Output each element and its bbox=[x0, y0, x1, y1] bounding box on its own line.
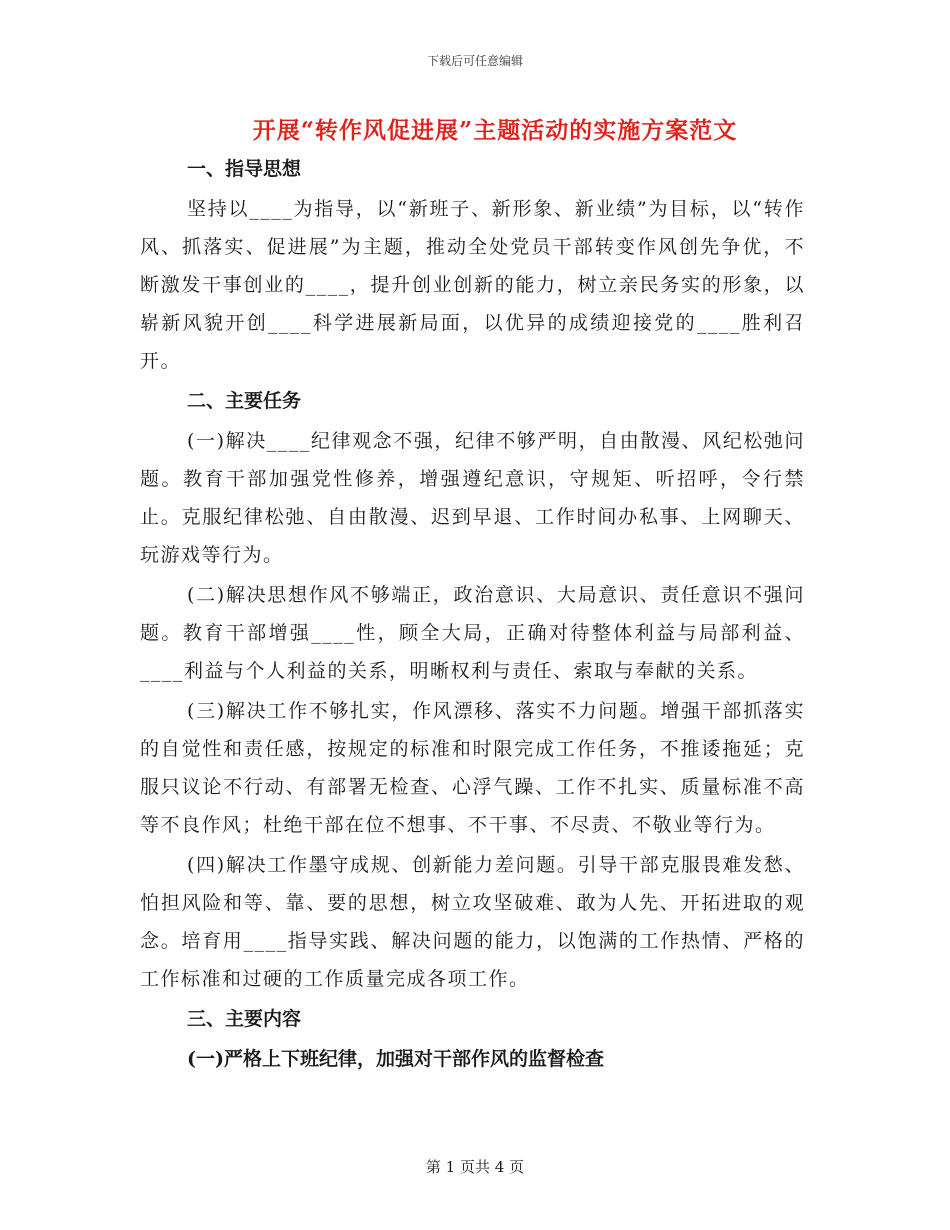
page-number-footer: 第 1 页共 4 页 bbox=[425, 1158, 525, 1176]
page-header-note: 下载后可任意编辑 bbox=[426, 54, 523, 68]
paragraph-task-4: (四)解决工作墨守成规、创新能力差问题。引导干部克服畏难发愁、怕担风险和等、靠、要的思想，树立攻坚破难、敢为人先、开拓进取的观念。培育用____指导实践、解决问题的能力，以饱满的工作热情、严格的工作标准和过硬的工作质量完成各项工作。 bbox=[140, 854, 805, 990]
document-title: 开展“转作风促进展”主题活动的实施方案范文 bbox=[252, 117, 738, 144]
paragraph-task-2: (二)解决思想作风不够端正，政治意识、大局意识、责任意识不强问题。教育干部增强____性，顾全大局，正确对待整体利益与局部利益、____利益与个人利益的关系，明晰权利与责任、索取与奉献的关系。 bbox=[140, 584, 805, 682]
paragraph-guiding-thought: 坚持以____为指导，以“新班子、新形象、新业绩”为目标，以“转作风、抓落实、促进展”为主题，推动全处党员干部转变作风创先争优，不断激发干事创业的____，提升创业创新的能力，树立亲民务实的形象，以崭新风貌开创____科学进展新局面，以优异的成绩迎接党的____胜利召开。 bbox=[140, 198, 805, 372]
section-heading-main-content: 三、主要内容 bbox=[187, 1008, 302, 1030]
document-body bbox=[140, 150, 805, 1080]
paragraph-task-3: (三)解决工作不够扎实，作风漂移、落实不力问题。增强干部抓落实的自觉性和责任感，按规定的标准和时限完成工作任务，不推诿拖延；克服只议论不行动、有部署无检查、心浮气躁、工作不扎实、质量标准不高等不良作风；杜绝干部在位不想事、不干事、不尽责、不敬业等行为。 bbox=[140, 700, 805, 836]
paragraph-task-1: (一)解决____纪律观念不强，纪律不够严明，自由散漫、风纪松弛问题。教育干部加强党性修养，增强遵纪意识，守规矩、听招呼，令行禁止。克服纪律松弛、自由散漫、迟到早退、工作时间办私事、上网聊天、玩游戏等行为。 bbox=[140, 430, 805, 566]
subsection-heading-work-discipline: (一)严格上下班纪律，加强对干部作风的监督检查 bbox=[187, 1048, 604, 1070]
section-heading-main-tasks: 二、主要任务 bbox=[187, 390, 302, 412]
section-heading-guiding-thought: 一、指导思想 bbox=[187, 158, 302, 180]
